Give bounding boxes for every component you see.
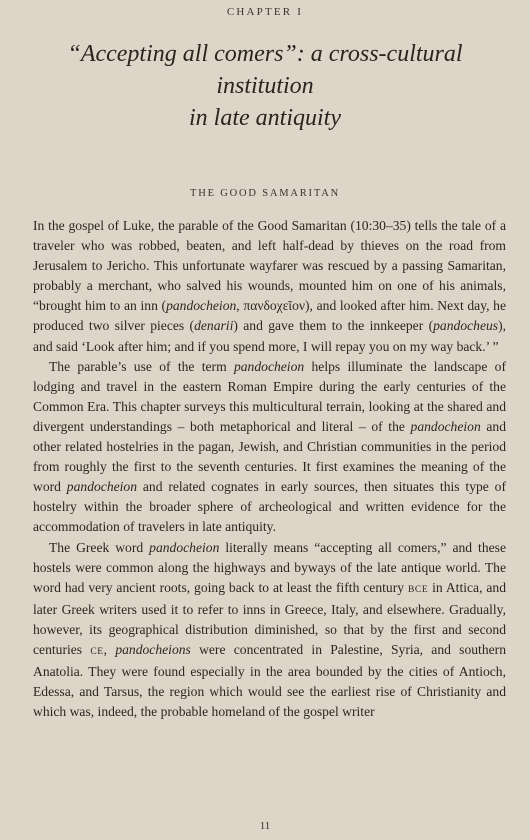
italic-term-pandocheus: pandocheus [433, 318, 499, 334]
italic-term-denarii: denarii [194, 318, 234, 334]
paragraph-2-text-g: and related cognates in early sources, then situates this type of hostelry within the broader sphere of archeological and written evidence for the accommodation of travelers in late antiquity. [33, 479, 506, 535]
italic-term-pandocheion: pandocheion [66, 479, 138, 495]
section-heading: THE GOOD SAMARITAN [190, 188, 340, 199]
page-number: 11 [259, 820, 271, 832]
italic-term-pandocheion: pandocheion [233, 358, 305, 374]
chapter-title-line-2: in late antiquity [189, 105, 341, 131]
paragraph-1-text-e: ) and gave them to the innkeeper ( [233, 318, 434, 334]
paragraph-2-text-e: and other related hostelries in the pagan, Jewish, and Christian communities in the period from roughly the first to the seventh centuries. It first examines the meaning of the word [33, 418, 506, 495]
italic-term-pandocheion: pandocheion [166, 298, 237, 314]
paragraph-3-text-c: literally means “accepting all comers,” and these hostels were common along the highways and byways of the late antique world. The word had very ancient roots, going back to at least the fifth century [33, 539, 506, 595]
paragraph-2-text-c: helps illuminate the landscape of lodging and travel in the eastern Roman Empire during the early centuries of the Common Era. This chapter surveys this multicultural terrain, looking at the shared and divergent understandings – both metaphorical and literal – of the [33, 358, 507, 434]
italic-term-pandocheion: pandocheion [410, 418, 481, 434]
chapter-title [20, 38, 510, 134]
paragraph-3-text-e: in Attica, and later Greek writers used it to refer to inns in Greece, Italy, and elsewhere. Gradually, however, its geographical distribution diminished, so that by the first and second centuries [33, 579, 506, 657]
paragraph-2 [33, 357, 506, 538]
small-caps-ce: CE [90, 646, 104, 657]
italic-term-pandocheion: pandocheion [149, 539, 220, 555]
chapter-label: CHAPTER I [226, 6, 304, 18]
italic-term-pandocheions: pandocheions [115, 641, 191, 657]
paragraph-3-text-a: The Greek word [49, 539, 150, 555]
paragraph-1-text-c: , πανδοχεῖον), and looked after him. Next day, he produced two silver pieces ( [33, 298, 507, 334]
small-caps-bce: BCE [407, 584, 429, 595]
paragraph-3 [33, 538, 506, 723]
chapter-title-line-1: “Accepting all comers”: a cross-cultural institution [67, 41, 463, 99]
paragraph-1-text-a: In the gospel of Luke, the parable of the Good Samaritan (10:30–35) tells the tale of a traveler who was robbed, beaten, and left half-dead by thieves on the road from Jerusalem to Jericho. This unfortunate wayfarer was rescued by a passing Samaritan, probably a merchant, who salved his wounds, mounted him on one of his animals, “brought him to an inn ( [33, 218, 506, 314]
paragraph-1-text-g: ), and said ‘Look after him; and if you spend more, I will repay you on my way back.’ ” [33, 318, 506, 354]
paragraph-1 [33, 216, 506, 357]
paragraph-3-text-i: were concentrated in Palestine, Syria, and southern Anatolia. They were found especially in the area bounded by the cities of Antioch, Edessa, and Tarsus, the region which would see the earliest rise of Christianity and which was, indeed, the probable homeland of the gospel writer [33, 641, 506, 720]
paragraph-2-text-a: The parable’s use of the term [49, 358, 234, 374]
paragraph-3-text-g: , [103, 641, 116, 657]
body-text [33, 216, 506, 722]
